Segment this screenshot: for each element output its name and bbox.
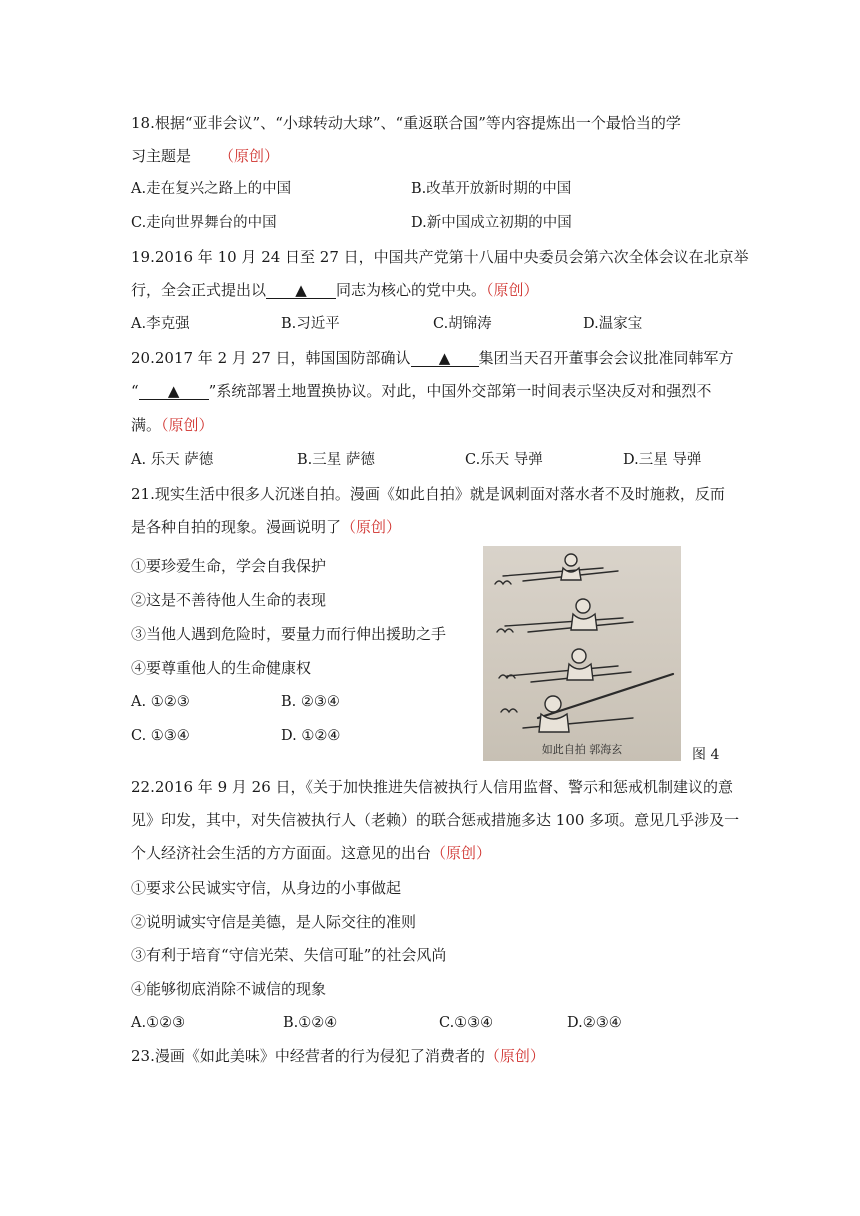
q18-option-d[interactable]: D.新中国成立初期的中国 xyxy=(411,215,572,231)
q18-option-b[interactable]: B.改革开放新时期的中国 xyxy=(411,181,572,197)
selfie-cartoon-drawing xyxy=(483,546,681,761)
q21-option-d[interactable]: D. ①②④ xyxy=(281,728,341,744)
q20-stem-line3-text: 满。 xyxy=(131,416,162,434)
q20-answer-blank-1[interactable]: ▲ xyxy=(411,350,479,367)
q19-option-c[interactable]: C.胡锦涛 xyxy=(433,316,492,332)
q22-stem-text: 个人经济社会生活的方方面面。这意见的出台 xyxy=(131,844,432,862)
q21-item-3: ③当他人遇到危险时，要量力而行伸出援助之手 xyxy=(131,625,447,643)
q18-stem-line1: 18.根据“亚非会议”、“小球转动大球”、“重返联合国”等内容提炼出一个最恰当的学 xyxy=(131,114,681,132)
q20-original-tag: （原创） xyxy=(161,416,214,434)
q22-option-b[interactable]: B.①②④ xyxy=(283,1015,338,1031)
q20-stem-line2-text: ”系统部署土地置换协议。对此，中国外交部第一时间表示坚决反对和强烈不 xyxy=(208,382,712,400)
q19-stem-line2 xyxy=(131,280,539,300)
q23-stem-line1 xyxy=(131,1046,545,1066)
q21-option-a[interactable]: A. ①②③ xyxy=(131,694,190,710)
q22-option-c[interactable]: C.①③④ xyxy=(439,1015,494,1031)
q22-item-4: ④能够彻底消除不诚信的现象 xyxy=(131,980,327,998)
q19-stem-pre: 行，全会正式提出以 xyxy=(131,281,267,299)
q19-stem-line1: 19.2016 年 10 月 24 日至 27 日，中国共产党第十八届中央委员会第六次全体会议在北京举 xyxy=(131,248,749,266)
q21-stem-line1: 21.现实生活中很多人沉迷自拍。漫画《如此自拍》就是讽刺面对落水者不及时施救，反而 xyxy=(131,485,725,503)
q22-item-3: ③有利于培育“守信光荣、失信可耻”的社会风尚 xyxy=(131,946,447,964)
q20-option-c[interactable]: C.乐天 导弹 xyxy=(465,452,543,468)
q19-option-b[interactable]: B.习近平 xyxy=(281,316,340,332)
q22-option-a[interactable]: A.①②③ xyxy=(131,1015,186,1031)
cartoon-caption: 如此自拍 郭海玄 xyxy=(541,743,623,756)
q20-stem-pre: 20.2017 年 2 月 27 日，韩国国防部确认 xyxy=(131,349,411,367)
q22-item-2: ②说明诚实守信是美德，是人际交往的准则 xyxy=(131,913,417,931)
q20-stem-line3 xyxy=(131,415,214,435)
q18-stem-line2 xyxy=(131,146,279,166)
q22-option-d[interactable]: D.②③④ xyxy=(567,1015,622,1031)
q20-stem-line1 xyxy=(131,348,734,368)
q23-original-tag: （原创） xyxy=(484,1047,545,1065)
q21-stem-text: 是各种自拍的现象。漫画说明了 xyxy=(131,518,342,536)
q19-option-a[interactable]: A.李克强 xyxy=(131,316,190,332)
q22-item-1: ①要求公民诚实守信，从身边的小事做起 xyxy=(131,879,402,897)
q18-stem-text: 习主题是 xyxy=(131,147,192,165)
q23-stem-text: 23.漫画《如此美味》中经营者的行为侵犯了消费者的 xyxy=(131,1047,485,1065)
q19-original-tag: （原创） xyxy=(486,281,539,299)
q21-item-2: ②这是不善待他人生命的表现 xyxy=(131,591,327,609)
q20-option-b[interactable]: B.三星 萨德 xyxy=(297,452,375,468)
q21-stem-line2 xyxy=(131,517,401,537)
q21-original-tag: （原创） xyxy=(341,518,402,536)
q19-stem-post: 同志为核心的党中央。 xyxy=(336,281,487,299)
figure-label: 图 4 xyxy=(692,747,720,763)
q20-stem-post: 集团当天召开董事会会议批准同韩军方 xyxy=(478,349,734,367)
q20-stem-line2 xyxy=(131,381,711,401)
q22-stem-line2: 见》印发，其中，对失信被执行人（老赖）的联合惩戒措施多达 100 多项。意见几乎涉及一 xyxy=(131,811,740,829)
q22-original-tag: （原创） xyxy=(431,844,492,862)
q22-stem-line1: 22.2016 年 9 月 26 日，《关于加快推进失信被执行人信用监督、警示和惩戒机制建议的意 xyxy=(131,778,734,796)
q20-option-d[interactable]: D.三星 导弹 xyxy=(623,452,702,468)
q20-option-a[interactable]: A. 乐天 萨德 xyxy=(131,452,214,468)
q20-open-quote: “ xyxy=(131,382,139,400)
q18-original-tag: （原创） xyxy=(219,147,280,165)
q18-option-a[interactable]: A.走在复兴之路上的中国 xyxy=(131,181,292,197)
q19-answer-blank[interactable]: ▲ xyxy=(266,282,336,299)
q21-option-c[interactable]: C. ①③④ xyxy=(131,728,190,744)
q21-item-4: ④要尊重他人的生命健康权 xyxy=(131,659,312,677)
q18-option-c[interactable]: C.走向世界舞台的中国 xyxy=(131,215,277,231)
selfie-cartoon-image xyxy=(483,546,681,761)
q21-item-1: ①要珍爱生命，学会自我保护 xyxy=(131,557,327,575)
q22-stem-line3 xyxy=(131,843,491,863)
q20-answer-blank-2[interactable]: ▲ xyxy=(139,383,209,400)
q19-option-d[interactable]: D.温家宝 xyxy=(583,316,643,332)
q21-option-b[interactable]: B. ②③④ xyxy=(281,694,340,710)
